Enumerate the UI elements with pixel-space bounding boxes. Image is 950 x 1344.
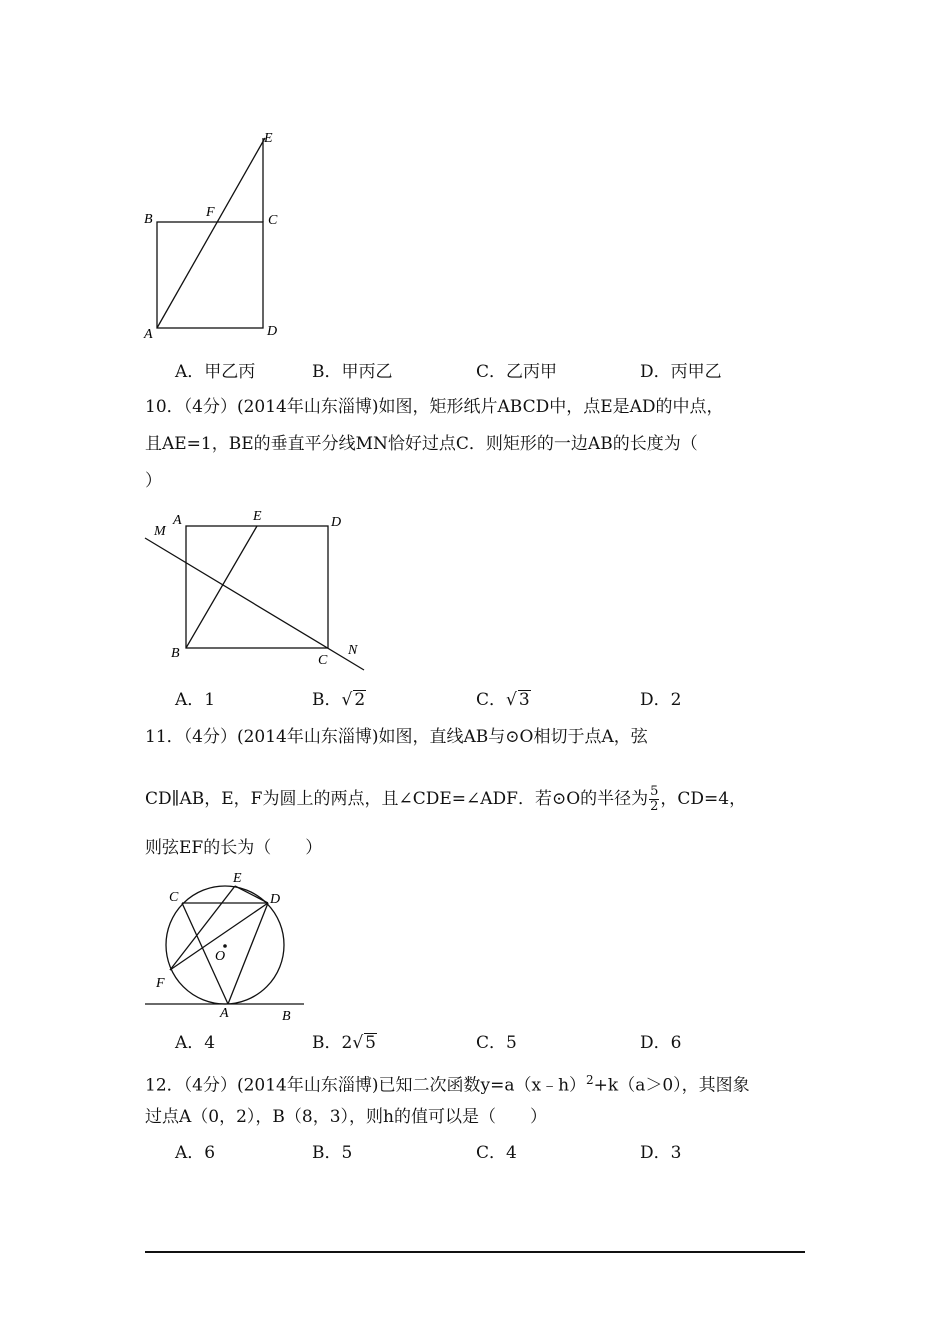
q10-label-c: C [318,653,328,668]
q9-label-b: B [144,212,153,227]
q9-label-c: C [268,213,278,228]
q11-option-a[interactable]: A．4 [175,1033,216,1053]
q9-option-a[interactable]: A．甲乙丙 [175,362,256,382]
q9-square [157,222,263,328]
q10-line-be [186,526,257,648]
q9-label-d: D [267,324,278,339]
q12-exponent: 2 [586,1073,594,1087]
q10-label-n: N [348,643,358,658]
q10-option-a[interactable]: A．1 [175,690,216,710]
q11-label-c: C [169,890,179,905]
q11-label-e: E [233,871,242,886]
q11-label-o: O [215,949,226,964]
q11-line-ed [235,886,268,903]
q11-chord-ef [170,886,235,970]
q11-stem-line2: CD∥AB，E，F为圆上的两点，且∠CDE=∠ADF．若⊙O的半径为 $\frac{5}{2}$ ，CD=4， [145,784,747,814]
q11-label-d: D [270,892,281,907]
q12-option-c[interactable]: C．4 [476,1143,517,1163]
q10-stem-line3: ） [145,471,162,491]
q10-stem-line1: 10．（4分）(2014年山东淄博)如图，矩形纸片ABCD中，点E是AD的中点， [145,397,724,417]
q11-option-b[interactable]: B．2√ 5 [312,1033,376,1053]
footer-divider [145,1251,805,1253]
q10-option-c-radicand: 3 [518,690,530,710]
q9-label-e: E [264,131,273,146]
q11-option-d[interactable]: D．6 [640,1033,682,1053]
q12-stem-line1: 12．（4分）(2014年山东淄博)已知二次函数y=a（x﹣h）$^2$+k（a＞0），其图象 [145,1073,750,1096]
q10-number: 10． [145,397,184,417]
q10-label-m: M [154,524,166,539]
q9-option-d[interactable]: D．丙甲乙 [640,362,722,382]
q9-option-b[interactable]: B．甲丙乙 [312,362,393,382]
q12-stem-line2: 过点A（0，2），B（8，3），则h的值可以是（ ） [145,1107,547,1127]
q11-center-dot [223,944,227,948]
q10-figure [140,505,375,675]
q10-label-a: A [173,513,182,528]
q11-stem-line1: 11．（4分）(2014年山东淄博)如图，直线AB与⊙O相切于点A，弦 [145,727,648,747]
q10-label-e: E [253,509,262,524]
q11-option-c[interactable]: C．5 [476,1033,517,1053]
q10-option-c[interactable]: C．√ 3 [476,690,530,710]
q11-figure [140,866,310,1026]
q10-score: （4分） [183,397,237,417]
q9-label-f: F [206,205,215,220]
q11-option-b-radicand: 5 [365,1033,376,1053]
q10-option-b[interactable]: B．√ 2 [312,690,366,710]
q11-label-b: B [282,1009,291,1024]
q11-label-a: A [220,1006,229,1021]
q9-label-a: A [144,327,153,342]
q12-score: （4分） [183,1075,237,1096]
q10-option-b-radicand: 2 [354,690,366,710]
q9-option-c[interactable]: C．乙丙甲 [476,362,558,382]
q11-option-b-coef: 2 [341,1033,353,1053]
q10-label-b: B [171,646,180,661]
q11-line-da [228,903,268,1004]
q9-figure [140,128,290,343]
q10-rectangle [186,526,328,648]
q12-option-b[interactable]: B．5 [312,1143,353,1163]
q11-label-f: F [156,976,165,991]
q12-option-a[interactable]: A．6 [175,1143,216,1163]
q10-label-d: D [331,515,342,530]
q11-score: （4分） [183,727,237,747]
q11-number: 11． [145,727,184,747]
q10-option-d[interactable]: D．2 [640,690,682,710]
q11-radius-fraction: $\frac{5}{2}$ [650,784,659,814]
q12-number: 12． [145,1075,184,1096]
q9-line-ae [157,138,265,328]
q12-option-d[interactable]: D．3 [640,1143,682,1163]
q11-stem-line3: 则弦EF的长为（ ） [145,838,323,858]
q10-stem-line2: 且AE=1，BE的垂直平分线MN恰好过点C．则矩形的一边AB的长度为（ [145,434,698,454]
